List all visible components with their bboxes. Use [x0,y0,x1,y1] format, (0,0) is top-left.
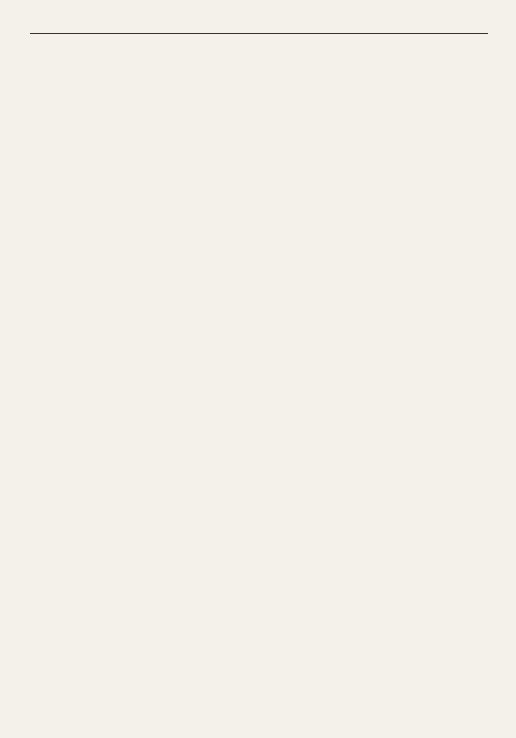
top-text-block [28,46,486,338]
bottom-text-block [28,368,486,690]
header-rule [30,33,488,34]
